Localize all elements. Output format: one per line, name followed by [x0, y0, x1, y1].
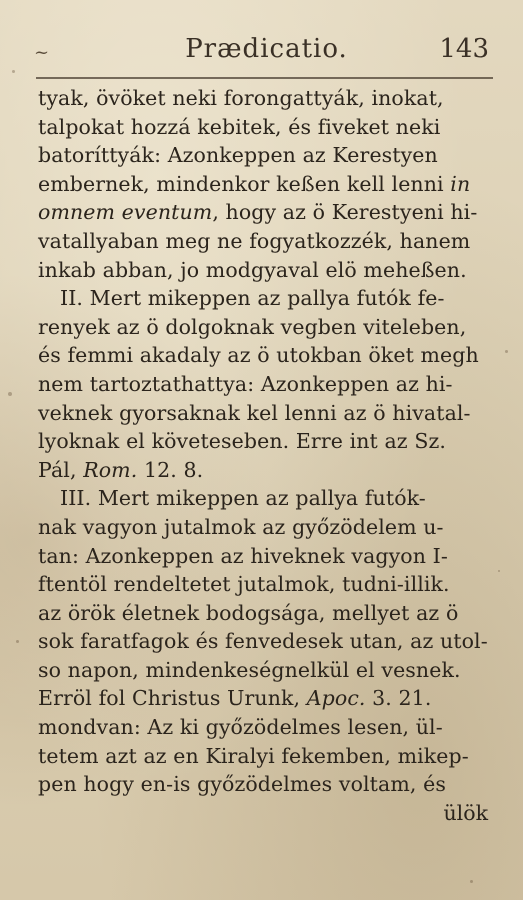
text-line [38, 284, 500, 313]
text-line-main: III. Mert mikeppen az pallya futók- [60, 486, 426, 511]
text-line-italic: Rom. [83, 457, 138, 482]
text-line [38, 542, 500, 571]
text-line-main: Erröl fol Christus Urunk, [38, 686, 307, 711]
text-line-after: 3. 21. [365, 686, 432, 711]
text-line-main: nak vagyon jutalmok az győzödelem u- [38, 514, 444, 539]
text-line-after: 12. 8. [137, 457, 204, 482]
text-line [38, 141, 500, 170]
text-line-main: mondvan: Az ki győzödelmes lesen, ül- [38, 715, 443, 740]
page-number: 143 [439, 34, 489, 64]
text-line [38, 427, 500, 456]
text-line [38, 399, 500, 428]
header-rule [36, 77, 493, 79]
text-line [38, 227, 500, 256]
text-line-main: tan: Azonkeppen az hiveknek vagyon I- [38, 543, 448, 568]
text-line [38, 513, 500, 542]
text-line [38, 570, 500, 599]
text-line [38, 256, 500, 285]
body-text [38, 84, 500, 827]
paper-speck [470, 880, 473, 883]
paper-speck [8, 392, 12, 396]
text-line-main: lyoknak el követeseben. Erre int az Sz. [38, 429, 446, 454]
text-line-main: és femmi akadaly az ö utokban öket megh [38, 343, 479, 368]
text-line-main: talpokat hozzá kebitek, és fiveket neki [38, 114, 441, 139]
text-line [38, 684, 500, 713]
text-line [38, 599, 500, 628]
catchword: ülök [443, 800, 488, 825]
text-line-main: Pál, [38, 457, 84, 482]
text-line-main: nem tartoztathattya: Azonkeppen az hi- [38, 371, 453, 396]
running-title: Prædicatio. [185, 34, 348, 64]
text-line [38, 742, 500, 771]
text-line-main: embernek, mindenkor keßen kell lenni [38, 171, 444, 196]
text-line-main: inkab abban, jo modgyaval elö meheßen. [38, 257, 467, 282]
text-line [38, 370, 500, 399]
text-line [38, 456, 500, 485]
running-header [30, 34, 503, 74]
text-line-main: veknek gyorsaknak kel lenni az ö hivatal- [38, 400, 471, 425]
paper-speck [12, 70, 15, 73]
text-line-main: vatallyaban meg ne fogyatkozzék, hanem [38, 228, 471, 253]
text-line-main: ftentöl rendeltetet jutalmok, tudni-illik. [38, 572, 450, 597]
text-line [38, 484, 500, 513]
text-line-main: renyek az ö dolgoknak vegben viteleben, [38, 314, 467, 339]
text-line-main: tetem azt az en Kiralyi fekemben, mikep- [38, 743, 469, 768]
text-line [38, 113, 500, 142]
text-line-main: pen hogy en-is győzödelmes voltam, és [38, 772, 446, 797]
text-line-main: so napon, mindenkeségnelkül el vesnek. [38, 657, 461, 682]
text-line [38, 198, 500, 227]
text-line-main: sok faratfagok és fenvedesek utan, az utol- [38, 629, 488, 654]
text-line-main: batoríttyák: Azonkeppen az Kerestyen [38, 143, 438, 168]
text-line-main: tyak, övöket neki forongattyák, inokat, [38, 86, 444, 110]
text-line-main: II. Mert mikeppen az pallya futók fe- [60, 286, 445, 311]
header-ornament: ~ [34, 42, 50, 63]
text-line [38, 627, 500, 656]
text-line-after: , hogy az ö Kerestyeni hi- [212, 200, 478, 225]
text-line [38, 313, 500, 342]
text-line [38, 170, 500, 199]
text-line-italic: omnem eventum [38, 200, 213, 225]
text-line [38, 341, 500, 370]
text-line [38, 84, 500, 113]
text-line [38, 713, 500, 742]
text-line-main: az örök életnek bodogsága, mellyet az ö [38, 600, 459, 625]
text-line-italic: Apoc. [306, 686, 366, 711]
paper-speck [505, 350, 508, 353]
text-line-italic: in [443, 171, 471, 196]
text-line [38, 770, 500, 799]
paper-speck [16, 640, 19, 643]
text-line [38, 656, 500, 685]
